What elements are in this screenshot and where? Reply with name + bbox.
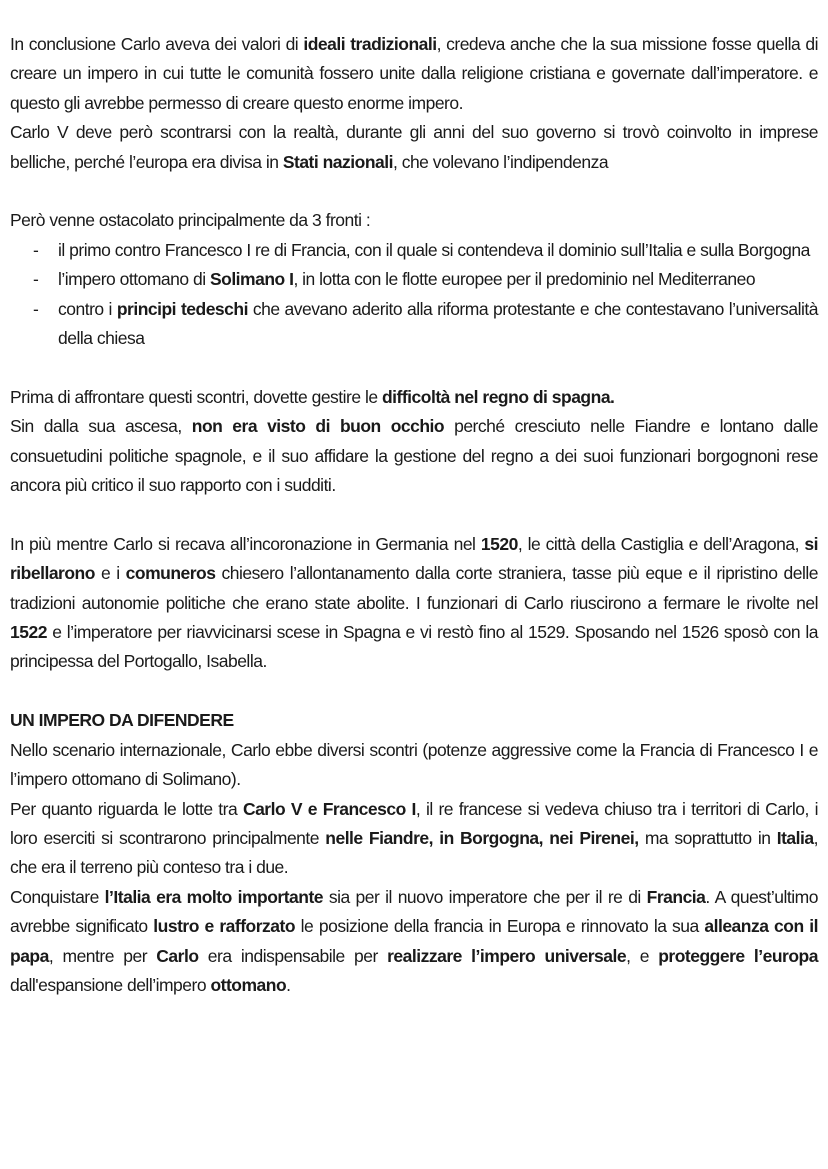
- bold-text: Francia: [646, 886, 706, 907]
- bold-text: ottomano: [210, 974, 287, 995]
- document-page: [10, 30, 818, 1000]
- section-heading: UN IMPERO DA DIFENDERE: [10, 710, 234, 731]
- list-item: [10, 236, 818, 265]
- paragraph-international: Nello scenario internazionale, Carlo ebbe diversi scontri (potenze aggressive come la Francia di Francesco I e l’impero ottomano di Solimano).: [10, 739, 818, 790]
- bold-text: lustro e rafforzato: [153, 916, 296, 937]
- bold-text: Solimano I: [209, 269, 294, 290]
- blank-line: [10, 353, 818, 382]
- bold-text: 1522: [10, 622, 47, 643]
- bold-text: l’Italia era molto importante: [104, 886, 324, 907]
- list-dash: -: [33, 298, 39, 319]
- list-dash: -: [33, 239, 39, 260]
- paragraph-spain-difficulties: Prima di affrontare questi scontri, dovette gestire le difficoltà nel regno di spagna.: [10, 386, 615, 407]
- paragraph-ascent: Sin dalla sua ascesa, non era visto di buon occhio perché cresciuto nelle Fiandre e lontano dalle consuetudini politiche spagnole, e il suo affidare la gestione del regno a dei suoi funzionari borgognoni rese ancora più critico il suo rapporto con i sudditi.: [10, 416, 818, 496]
- blank-line: [10, 500, 818, 529]
- list-item-text: l’impero ottomano di Solimano I, in lotta con le flotte europee per il predominio nel Mediterraneo: [58, 269, 756, 290]
- bold-text: nelle Fiandre, in Borgogna, nei Pirenei,: [325, 827, 639, 848]
- paragraph-ideals: In conclusione Carlo aveva dei valori di ideali tradizionali, credeva anche che la sua missione fosse quella di creare un impero in cui tutte le comunità fossero unite dalla religione cristiana e governate dall’imperatore. e questo gli avrebbe permesso di creare questo enorme impero.: [10, 34, 818, 113]
- paragraph-italy: Conquistare l’Italia era molto importante sia per il nuovo imperatore che per il re di Francia. A quest’ultimo avrebbe significato lustro e rafforzato le posizione della francia in Europa e rinnovato la sua alleanza con il papa, mentre per Carlo era indispensabile per realizzare l’impero universale, e proteggere l’europa dall'espansione dell’impero ottomano.: [10, 886, 818, 995]
- blank-line: [10, 677, 818, 706]
- bold-text: Stati nazionali: [282, 151, 393, 172]
- paragraph-reality: Carlo V deve però scontrarsi con la realtà, durante gli anni del suo governo si trovò coinvolto in imprese belliche, perché l’europa era divisa in Stati nazionali, che volevano l’indipendenza: [10, 122, 818, 172]
- list-item-text: il primo contro Francesco I re di Francia, con il quale si contendeva il dominio sull’Italia e sulla Borgogna: [58, 239, 810, 260]
- bold-text: non era visto di buon occhio: [191, 416, 445, 437]
- bold-text: Italia: [776, 827, 814, 848]
- list-dash: -: [33, 269, 39, 290]
- bold-text: comuneros: [125, 563, 216, 584]
- bold-text: Carlo V e Francesco I: [242, 798, 416, 819]
- bold-text: difficoltà nel regno di spagna.: [381, 386, 615, 407]
- bold-text: si ribellarono: [10, 533, 819, 584]
- blank-line: [10, 177, 818, 206]
- bold-text: Carlo: [156, 945, 199, 966]
- paragraph-comuneros: In più mentre Carlo si recava all’incoronazione in Germania nel 1520, le città della Castiglia e dell’Aragona, si ribellarono e i comuneros chiesero l’allontanamento dalla corte straniera, tasse più eque e il ripristino delle tradizioni autonomie politiche che erano state abolite. I funzionari di Carlo riuscirono a fermare le rivolte nel 1522 e l’imperatore per riavvicinarsi scese in Spagna e vi restò fino al 1529. Sposando nel 1526 sposò con la principessa del Portogallo, Isabella.: [10, 533, 819, 672]
- list-item-text: contro i principi tedeschi che avevano aderito alla riforma protestante e che contestavano l’universalità della chiesa: [58, 298, 818, 349]
- paragraph-fronts-intro: Però venne ostacolato principalmente da 3 fronti :: [10, 210, 371, 231]
- fronts-list: [10, 236, 818, 354]
- bold-text: principi tedeschi: [116, 298, 248, 319]
- list-item: [10, 265, 818, 294]
- bold-text: alleanza con il papa: [10, 916, 818, 966]
- paragraph-carlo-francesco: Per quanto riguarda le lotte tra Carlo V e Francesco I, il re francese si vedeva chiuso tra i territori di Carlo, i loro eserciti si scontrarono principalmente nelle Fiandre, in Borgogna, nei Pirenei, ma soprattutto in Italia, che era il terreno più conteso tra i due.: [10, 798, 818, 878]
- bold-text: proteggere l’europa: [658, 945, 818, 966]
- list-item: [10, 295, 818, 354]
- bold-text: realizzare l’impero universale: [387, 945, 627, 966]
- bold-text: ideali tradizionali: [303, 34, 437, 54]
- bold-text: 1520: [480, 533, 518, 554]
